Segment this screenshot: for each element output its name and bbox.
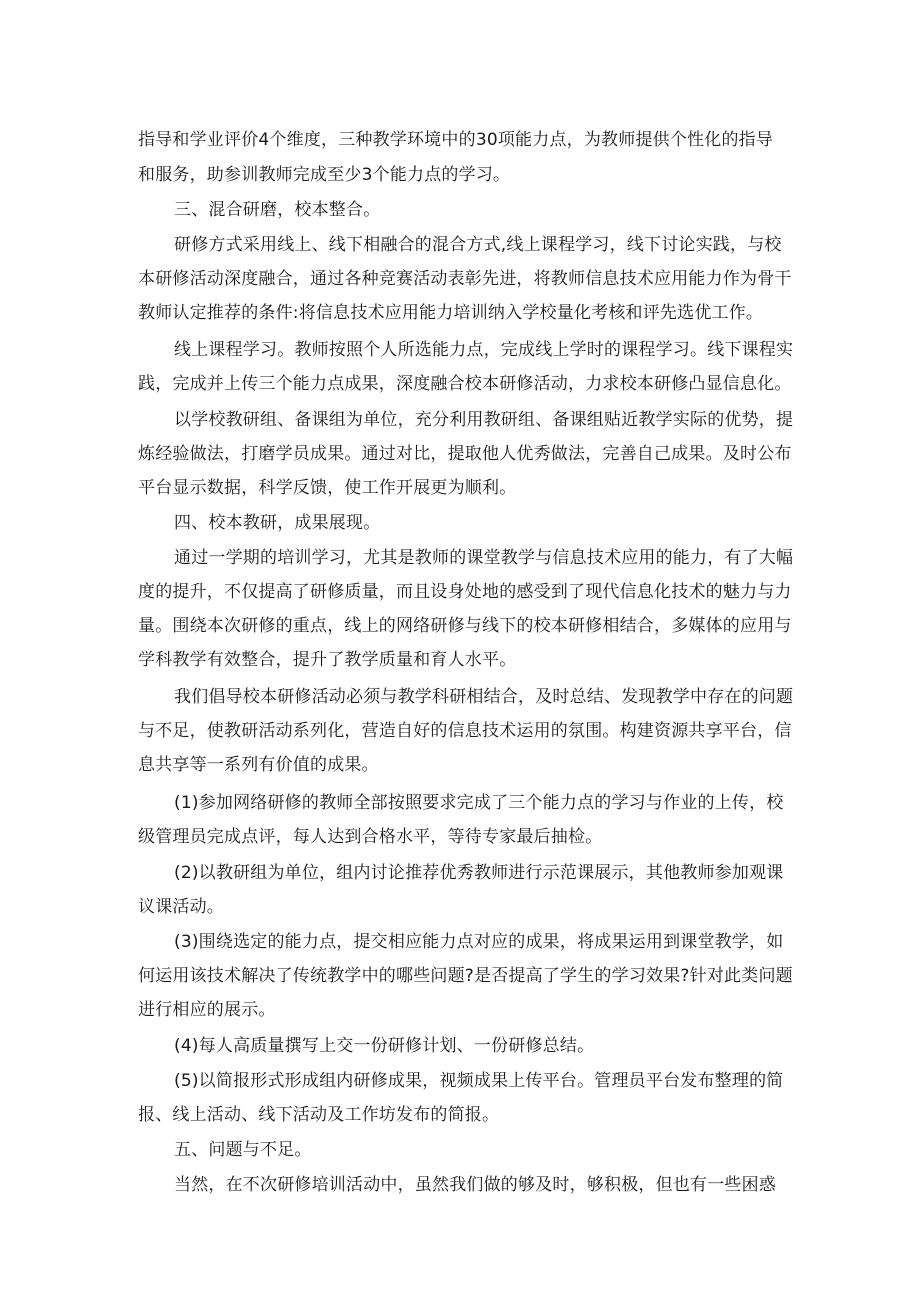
paragraph-line: 平台显示数据，科学反馈，使工作开展更为顺利。 — [138, 478, 517, 498]
list-item-line: 议课活动。 — [138, 897, 224, 917]
section-heading: 四、校本教研，成果展现。 — [174, 513, 381, 533]
section-heading: 三、混合研磨，校本整合。 — [174, 200, 381, 220]
list-item-line: (1)参加网络研修的教师全部按照要求完成了三个能力点的学习与作业的上传，校 — [174, 793, 784, 813]
paragraph-line: 指导和学业评价4个维度，三种教学环境中的30项能力点，为教师提供个性化的指导 — [138, 130, 774, 150]
section-heading: 五、问题与不足。 — [174, 1140, 312, 1160]
paragraph-line: 息共享等一系列有价值的成果。 — [138, 755, 379, 775]
list-item-line: (3)围绕选定的能力点，提交相应能力点对应的成果，将成果运用到课堂教学，如 — [174, 932, 784, 952]
list-item-line: 报、线上活动、线下活动及工作坊发布的简报。 — [138, 1105, 500, 1125]
paragraph-line: 践，完成并上传三个能力点成果，深度融合校本研修活动，力求校本研修凸显信息化。 — [138, 374, 792, 394]
paragraph-line: 和服务，助参训教师完成至少3个能力点的学习。 — [138, 165, 511, 185]
paragraph-line: 线上课程学习。教师按照个人所选能力点，完成线上学时的课程学习。线下课程实 — [174, 340, 794, 360]
paragraph-line: 度的提升，不仅提高了研修质量，而且设身处地的感受到了现代信息化技术的魅力与力 — [138, 582, 792, 602]
list-item-line: 进行相应的展示。 — [138, 1000, 276, 1020]
paragraph-line: 通过一学期的培训学习，尤其是教师的课堂教学与信息技术应用的能力，有了大幅 — [174, 548, 794, 568]
paragraph-line: 我们倡导校本研修活动必须与教学科研相结合，及时总结、发现教学中存在的问题 — [174, 687, 794, 707]
paragraph-line: 以学校教研组、备课组为单位，充分利用教研组、备课组贴近教学实际的优势，提 — [174, 410, 794, 430]
list-item-line: 何运用该技术解决了传统教学中的哪些问题?是否提高了学生的学习效果?针对此类问题 — [138, 966, 793, 986]
paragraph-line: 当然，在不次研修培训活动中，虽然我们做的够及时，够积极，但也有一些困惑 — [174, 1175, 776, 1195]
paragraph-line: 本研修活动深度融合，通过各种竞赛活动表彰先进，将教师信息技术应用能力作为骨干 — [138, 269, 792, 289]
list-item-line: (2)以教研组为单位，组内讨论推荐优秀教师进行示范课展示，其他教师参加观课 — [174, 863, 784, 883]
list-item-line: 级管理员完成点评，每人达到合格水平，等待专家最后抽检。 — [138, 827, 603, 847]
list-item-line: (4)每人高质量撰写上交一份研修计划、一份研修总结。 — [174, 1036, 595, 1056]
paragraph-line: 教师认定推荐的条件:将信息技术应用能力培训纳入学校量化考核和评先选优工作。 — [138, 303, 764, 323]
paragraph-line: 量。围绕本次研修的重点，线上的网络研修与线下的校本研修相结合，多媒体的应用与 — [138, 616, 792, 636]
paragraph-line: 与不足，使教研活动系列化，营造自好的信息技术运用的氛围。构建资源共享平台，信 — [138, 721, 792, 741]
paragraph-line: 研修方式采用线上、线下相融合的混合方式,线上课程学习，线下讨论实践，与校 — [174, 235, 782, 255]
list-item-line: (5)以简报形式形成组内研修成果，视频成果上传平台。管理员平台发布整理的简 — [174, 1071, 784, 1091]
paragraph-line: 炼经验做法，打磨学员成果。通过对比，提取他人优秀做法，完善自己成果。及时公布 — [138, 444, 792, 464]
paragraph-line: 学科教学有效整合，提升了教学质量和育人水平。 — [138, 650, 517, 670]
